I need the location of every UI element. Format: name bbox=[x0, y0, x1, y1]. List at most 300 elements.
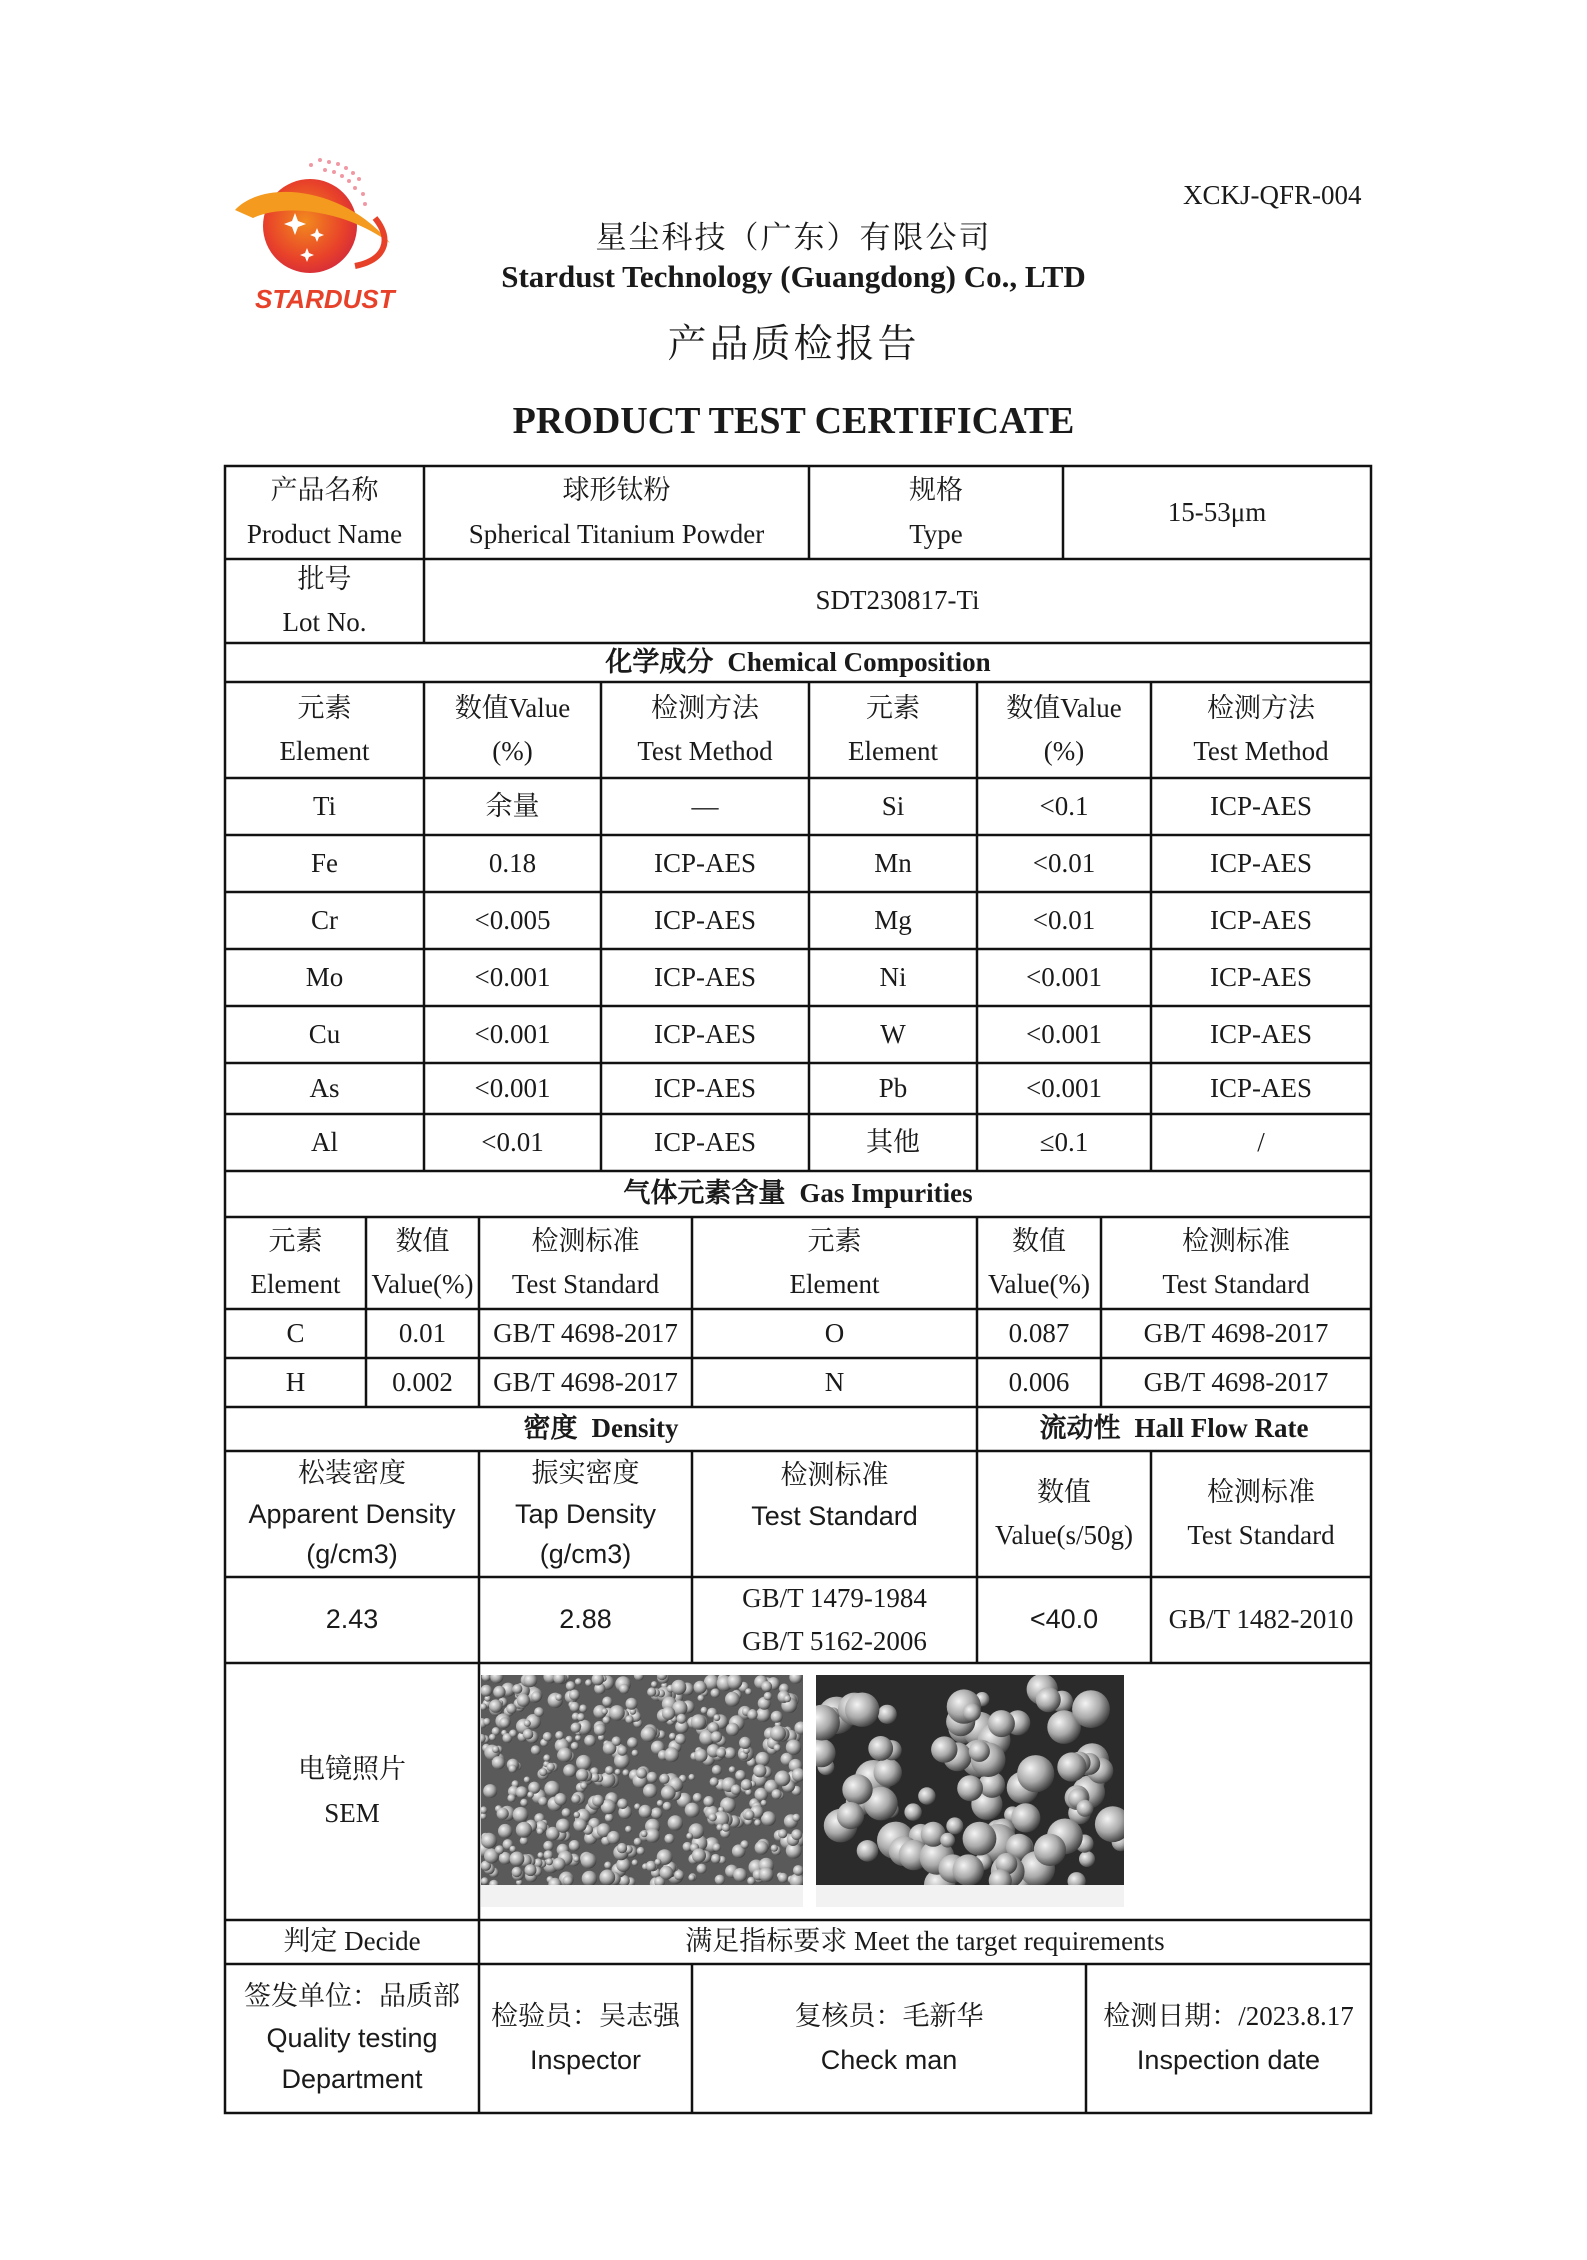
sem-particle bbox=[918, 1787, 935, 1804]
density-std-cn: 检测标准 bbox=[780, 1460, 889, 1490]
chem-header-value-1 bbox=[424, 682, 601, 778]
sem-particle bbox=[963, 1822, 997, 1856]
gas-section-en: Gas Impurities bbox=[799, 1178, 973, 1209]
table-cell: Fe bbox=[311, 847, 338, 878]
sem-particle bbox=[570, 1702, 580, 1712]
sem-particle bbox=[481, 1877, 489, 1885]
decide-value: 满足指标要求 Meet the target requirements bbox=[685, 1926, 1165, 1957]
sem-particle bbox=[576, 1769, 589, 1782]
gas-header-element-en: Element bbox=[789, 1269, 880, 1299]
sem-particle bbox=[482, 1675, 491, 1681]
table-cell: GB/T 4698-2017 bbox=[493, 1366, 678, 1397]
gas-header-std-2 bbox=[1101, 1217, 1371, 1309]
table-cell: Si bbox=[881, 790, 905, 821]
sem-particle bbox=[711, 1731, 722, 1742]
chem-header-method-en: Test Method bbox=[1193, 736, 1329, 766]
sem-particle bbox=[538, 1852, 544, 1858]
sem-particle bbox=[692, 1848, 706, 1862]
table-cell: <0.001 bbox=[1026, 1072, 1102, 1103]
product-name-cn: 球形钛粉 bbox=[562, 475, 671, 506]
sem-particle bbox=[761, 1681, 772, 1692]
sem-particle bbox=[878, 1705, 897, 1724]
table-cell: O bbox=[824, 1317, 845, 1348]
inspector-cn: 检验员：吴志强 bbox=[491, 2001, 680, 2032]
sem-particle bbox=[963, 1703, 981, 1721]
sem-particle bbox=[659, 1774, 669, 1784]
chem-header-method-2 bbox=[1151, 682, 1371, 778]
sem-particle bbox=[619, 1684, 629, 1694]
sem-particle bbox=[489, 1699, 502, 1712]
table-cell: ICP-AES bbox=[1209, 790, 1312, 821]
sem-particle bbox=[592, 1795, 604, 1807]
sem-particle bbox=[953, 1854, 984, 1885]
sem-particle bbox=[636, 1768, 647, 1779]
sem-particle bbox=[792, 1814, 800, 1822]
sem-particle bbox=[516, 1786, 528, 1798]
sem-particle bbox=[664, 1834, 674, 1844]
table-cell: 0.01 bbox=[398, 1317, 447, 1348]
density-section-cn: 密度 bbox=[523, 1413, 578, 1444]
sem-particle bbox=[637, 1847, 645, 1855]
sem-particle bbox=[641, 1727, 656, 1742]
sem-image-high-mag bbox=[816, 1675, 1124, 1907]
sem-particle bbox=[755, 1841, 769, 1855]
sem-particle bbox=[579, 1705, 587, 1713]
table-cell: <0.001 bbox=[1026, 1018, 1102, 1049]
sem-particle bbox=[513, 1807, 529, 1823]
chem-header-value-cn: 数值Value bbox=[454, 692, 571, 723]
sem-particle bbox=[594, 1724, 606, 1736]
sem-particle bbox=[1011, 1803, 1040, 1832]
sem-particle bbox=[698, 1695, 705, 1702]
sem-particle bbox=[759, 1867, 774, 1882]
sem-particle bbox=[569, 1690, 580, 1701]
table-cell: ICP-AES bbox=[1209, 847, 1312, 878]
table-cell: ICP-AES bbox=[1209, 1018, 1312, 1049]
lot-value-text: SDT230817-Ti bbox=[815, 585, 980, 616]
sem-particle bbox=[558, 1748, 573, 1763]
table-cell: ICP-AES bbox=[1209, 1072, 1312, 1103]
sem-particle bbox=[509, 1730, 517, 1738]
sem-particle bbox=[625, 1826, 632, 1833]
sem-particle bbox=[770, 1726, 786, 1742]
sem-particle bbox=[492, 1746, 499, 1753]
sem-particle bbox=[957, 1775, 983, 1801]
sem-particle bbox=[507, 1794, 515, 1802]
sem-particle bbox=[747, 1877, 755, 1885]
table-cell: 0.18 bbox=[488, 847, 537, 878]
tap-density-value: 2.88 bbox=[559, 1604, 612, 1635]
sem-particle bbox=[715, 1875, 725, 1885]
sem-particle bbox=[632, 1750, 639, 1757]
sem-particle bbox=[745, 1810, 755, 1820]
sem-particle bbox=[662, 1707, 675, 1720]
sem-particle bbox=[538, 1797, 547, 1806]
sem-particle bbox=[563, 1764, 576, 1777]
table-cell: Cr bbox=[311, 904, 338, 935]
sem-particle bbox=[729, 1766, 736, 1773]
sem-particle bbox=[711, 1854, 721, 1864]
sem-particle bbox=[771, 1711, 783, 1723]
sem-particle bbox=[490, 1675, 503, 1683]
sem-particle bbox=[1017, 1755, 1054, 1792]
sem-particle bbox=[575, 1735, 581, 1741]
table-cell: ICP-AES bbox=[653, 847, 756, 878]
table-cell: 0.002 bbox=[392, 1366, 453, 1397]
sem-particle bbox=[709, 1813, 717, 1821]
flow-std-en: Test Standard bbox=[1187, 1520, 1335, 1550]
sem-particle bbox=[772, 1789, 782, 1799]
table-cell: <0.01 bbox=[1032, 904, 1096, 935]
flow-value-cn: 数值 bbox=[1037, 1476, 1091, 1507]
table-cell: Mg bbox=[874, 904, 912, 935]
sem-particle bbox=[562, 1808, 571, 1817]
sem-particle bbox=[634, 1675, 644, 1681]
lot-label-en: Lot No. bbox=[282, 607, 367, 637]
sem-particles-high bbox=[816, 1675, 1124, 1885]
sem-particle bbox=[778, 1873, 788, 1883]
sem-particle bbox=[499, 1717, 510, 1728]
sem-particle bbox=[675, 1734, 686, 1745]
sem-particle bbox=[647, 1687, 656, 1696]
flow-section-en: Hall Flow Rate bbox=[1134, 1413, 1309, 1444]
sem-particle bbox=[714, 1714, 721, 1721]
table-cell: GB/T 4698-2017 bbox=[493, 1317, 678, 1348]
date-cn: 检测日期：/2023.8.17 bbox=[1103, 2001, 1354, 2032]
sem-particle bbox=[571, 1723, 581, 1733]
table-cell: <0.1 bbox=[1039, 790, 1089, 821]
sem-particle bbox=[739, 1737, 751, 1749]
sem-particle bbox=[531, 1691, 542, 1702]
sem-particle bbox=[483, 1718, 490, 1725]
sem-particle bbox=[634, 1838, 642, 1846]
sem-particle bbox=[904, 1803, 921, 1820]
sem-particle bbox=[547, 1763, 555, 1771]
table-cell: ICP-AES bbox=[653, 1126, 756, 1157]
sem-particle bbox=[605, 1766, 614, 1775]
sem-particle bbox=[685, 1803, 700, 1818]
sem-particle bbox=[660, 1866, 674, 1880]
sem-particle bbox=[576, 1755, 591, 1770]
sem-particle bbox=[712, 1765, 722, 1775]
table-cell: ICP-AES bbox=[1209, 904, 1312, 935]
sem-particle bbox=[693, 1793, 702, 1802]
density-section-title bbox=[225, 1407, 977, 1451]
table-cell: 0.006 bbox=[1008, 1366, 1070, 1397]
chem-header-method-cn: 检测方法 bbox=[651, 692, 759, 723]
sem-particle bbox=[573, 1856, 579, 1862]
sem-particle bbox=[651, 1681, 657, 1687]
sem-particle bbox=[651, 1808, 662, 1819]
sem-particle bbox=[602, 1708, 608, 1714]
chem-header-method-en: Test Method bbox=[637, 736, 773, 766]
sem-particle bbox=[509, 1765, 517, 1773]
sem-particle bbox=[582, 1871, 597, 1885]
table-cell: H bbox=[285, 1366, 306, 1397]
apparent-density-cn: 松装密度 bbox=[298, 1458, 406, 1489]
apparent-density-value: 2.43 bbox=[325, 1604, 379, 1635]
checker-cell bbox=[692, 1964, 1086, 2113]
sem-particle bbox=[731, 1785, 741, 1795]
apparent-density-en: Apparent Density bbox=[248, 1498, 456, 1529]
product-name-label-cn: 产品名称 bbox=[270, 475, 379, 506]
sem-particle bbox=[493, 1686, 505, 1698]
sem-particle bbox=[616, 1858, 630, 1872]
gas-header-element-en: Element bbox=[250, 1269, 341, 1299]
sem-particle bbox=[632, 1859, 638, 1865]
flow-section-title bbox=[977, 1407, 1371, 1451]
chem-header-method-1 bbox=[601, 682, 809, 778]
checker-en: Check man bbox=[820, 2044, 958, 2075]
sem-particle bbox=[1034, 1834, 1066, 1866]
tap-density-cn: 振实密度 bbox=[531, 1458, 640, 1489]
sem-particle bbox=[520, 1837, 528, 1845]
sem-particle bbox=[556, 1819, 570, 1833]
gas-header-element-1 bbox=[225, 1217, 366, 1309]
table-cell: Mn bbox=[874, 847, 912, 878]
gas-header-std-en: Test Standard bbox=[511, 1269, 660, 1299]
issuer-en-1: Quality testing bbox=[266, 2022, 438, 2053]
sem-particle bbox=[520, 1799, 528, 1807]
sem-particle bbox=[791, 1829, 802, 1840]
table-cell: <0.01 bbox=[1032, 847, 1096, 878]
issuer-cn: 签发单位：品质部 bbox=[244, 1980, 460, 2011]
sem-particle bbox=[574, 1812, 580, 1818]
sem-particle bbox=[617, 1799, 628, 1810]
flow-value-header bbox=[977, 1451, 1151, 1577]
table-cell: <0.001 bbox=[474, 961, 551, 992]
gas-header-std-cn: 检测标准 bbox=[1182, 1225, 1290, 1256]
sem-particle bbox=[481, 1813, 487, 1820]
sem-particle bbox=[609, 1705, 625, 1721]
flow-value-en: Value(s/50g) bbox=[995, 1520, 1133, 1550]
sem-particle bbox=[725, 1692, 740, 1707]
sem-particle bbox=[510, 1852, 525, 1867]
sem-particle bbox=[868, 1736, 893, 1761]
sem-particle bbox=[701, 1707, 708, 1714]
sem-particle bbox=[988, 1710, 1015, 1737]
lot-label-cn: 批号 bbox=[297, 563, 352, 594]
sem-particle bbox=[1036, 1687, 1061, 1712]
table-cell: Ti bbox=[312, 790, 337, 821]
table-cell: GB/T 4698-2017 bbox=[1143, 1317, 1329, 1348]
sem-particle bbox=[669, 1733, 676, 1740]
table-cell: Al bbox=[311, 1126, 338, 1157]
chemical-section-en: Chemical Composition bbox=[727, 646, 991, 677]
sem-particle bbox=[1077, 1800, 1094, 1817]
flow-std-header bbox=[1151, 1451, 1371, 1577]
sem-particle bbox=[735, 1770, 746, 1781]
table-cell: ≤0.1 bbox=[1039, 1126, 1089, 1157]
sem-particle bbox=[857, 1840, 879, 1862]
sem-particle bbox=[789, 1675, 802, 1684]
table-cell: Pb bbox=[878, 1072, 908, 1103]
report-title-cn: 产品质检报告 bbox=[667, 323, 920, 366]
chem-header-element-2 bbox=[809, 682, 977, 778]
gas-header-std-cn: 检测标准 bbox=[531, 1225, 640, 1256]
table-cell: — bbox=[691, 790, 719, 821]
sem-particle bbox=[1068, 1872, 1086, 1885]
table-cell: ICP-AES bbox=[653, 904, 756, 935]
sem-particle bbox=[573, 1818, 586, 1831]
sem-particle bbox=[663, 1802, 672, 1811]
gas-section-cn: 气体元素含量 bbox=[623, 1178, 786, 1209]
chemical-section-cn: 化学成分 bbox=[605, 646, 714, 677]
sem-particle bbox=[842, 1774, 872, 1804]
sem-particle bbox=[1095, 1806, 1124, 1842]
sem-particle bbox=[691, 1714, 706, 1729]
sem-particle bbox=[641, 1830, 648, 1837]
sem-particle bbox=[753, 1764, 766, 1777]
density-std-values bbox=[692, 1577, 977, 1663]
logo-wordmark: STARDUST bbox=[255, 284, 395, 314]
company-name-cn: 星尘科技（广东）有限公司 bbox=[595, 220, 992, 255]
inspector-en: Inspector bbox=[529, 2044, 642, 2075]
sem-particle bbox=[639, 1805, 652, 1818]
sem-particle bbox=[775, 1771, 791, 1787]
decide-label: 判定 Decide bbox=[283, 1926, 421, 1957]
sem-particle bbox=[710, 1777, 719, 1786]
product-name-value bbox=[424, 466, 809, 559]
sem-particle bbox=[713, 1843, 721, 1851]
table-cell: ICP-AES bbox=[653, 1072, 756, 1103]
gas-header-std-1 bbox=[479, 1217, 692, 1309]
chem-header-value-2 bbox=[977, 682, 1151, 778]
checker-cn: 复核员：毛新华 bbox=[794, 2001, 984, 2032]
sem-particle bbox=[1079, 1851, 1095, 1867]
sem-particle bbox=[498, 1824, 512, 1838]
sem-particle bbox=[1057, 1752, 1086, 1781]
sem-particle bbox=[671, 1680, 686, 1695]
table-cell: Mo bbox=[305, 961, 344, 992]
sem-particle bbox=[539, 1768, 547, 1776]
table-cell: <0.001 bbox=[1026, 961, 1102, 992]
table-cell: ICP-AES bbox=[653, 1018, 756, 1049]
density-std-2: GB/T 5162-2006 bbox=[742, 1626, 927, 1656]
table-cell: <0.001 bbox=[474, 1072, 551, 1103]
flow-std-value: GB/T 1482-2010 bbox=[1168, 1604, 1354, 1635]
gas-header-element-cn: 元素 bbox=[268, 1225, 323, 1256]
sem-particle bbox=[674, 1870, 684, 1880]
table-cell: / bbox=[1257, 1126, 1265, 1157]
product-name-label bbox=[225, 466, 424, 559]
type-label-cn: 规格 bbox=[909, 475, 963, 506]
sem-particle bbox=[492, 1756, 505, 1769]
table-cell: <0.01 bbox=[481, 1126, 544, 1157]
gas-header-std-en: Test Standard bbox=[1162, 1269, 1310, 1299]
sem-particle bbox=[555, 1731, 564, 1740]
sem-particle bbox=[627, 1737, 638, 1748]
type-label bbox=[809, 466, 1063, 559]
issuer-en-2: Department bbox=[281, 2064, 423, 2095]
sem-particle bbox=[575, 1678, 582, 1685]
sem-particle bbox=[764, 1692, 772, 1700]
sem-particle bbox=[655, 1859, 662, 1866]
sem-particle bbox=[617, 1746, 627, 1756]
sem-particle bbox=[554, 1793, 567, 1806]
sem-label-cn: 电镜照片 bbox=[298, 1754, 406, 1785]
sem-particle bbox=[566, 1681, 576, 1691]
sem-particle bbox=[615, 1769, 621, 1775]
sem-particle bbox=[940, 1833, 955, 1848]
product-name-label-en: Product Name bbox=[246, 518, 403, 549]
date-en: Inspection date bbox=[1136, 2044, 1321, 2075]
table-cell: <0.005 bbox=[474, 904, 551, 935]
gas-section-title bbox=[225, 1171, 1371, 1217]
sem-particle bbox=[761, 1800, 767, 1806]
sem-particle bbox=[747, 1709, 757, 1719]
lot-label bbox=[225, 559, 424, 643]
sem-particle bbox=[489, 1734, 496, 1741]
chem-header-element-cn: 元素 bbox=[866, 692, 920, 723]
sem-particle bbox=[647, 1772, 658, 1783]
sem-particle bbox=[756, 1752, 770, 1766]
sem-particle bbox=[664, 1747, 679, 1762]
sem-particle bbox=[645, 1828, 660, 1843]
sem-particle bbox=[694, 1749, 707, 1762]
sem-particle bbox=[525, 1864, 537, 1876]
sem-particle bbox=[623, 1769, 630, 1776]
sem-particles-low bbox=[481, 1675, 803, 1885]
sem-particle bbox=[745, 1688, 752, 1695]
table-cell: 其他 bbox=[866, 1126, 920, 1157]
table-cell: <0.001 bbox=[474, 1018, 551, 1049]
sem-particle bbox=[543, 1732, 552, 1741]
sem-scalebar bbox=[481, 1885, 803, 1907]
gas-header-value-en: Value(%) bbox=[988, 1269, 1090, 1299]
inspector-cell bbox=[479, 1964, 692, 2113]
sem-particle bbox=[585, 1679, 592, 1686]
table-cell: W bbox=[880, 1018, 906, 1049]
density-std-1: GB/T 1479-1984 bbox=[742, 1582, 927, 1613]
table-cell: Ni bbox=[879, 961, 907, 992]
tap-density-header bbox=[479, 1451, 692, 1577]
type-value bbox=[1063, 466, 1371, 559]
sem-particle bbox=[774, 1744, 781, 1751]
sem-particle bbox=[584, 1735, 596, 1747]
sem-particle bbox=[711, 1688, 720, 1697]
sem-particle bbox=[754, 1819, 761, 1826]
company-name-en: Stardust Technology (Guangdong) Co., LTD bbox=[501, 259, 1086, 294]
sem-particle bbox=[722, 1824, 730, 1832]
sem-particle bbox=[625, 1715, 633, 1723]
sem-particle bbox=[481, 1806, 487, 1813]
sem-particle bbox=[599, 1870, 615, 1886]
lot-value bbox=[424, 559, 1371, 643]
sem-particle bbox=[506, 1704, 516, 1714]
table-cell: As bbox=[309, 1072, 340, 1103]
sem-particle bbox=[786, 1740, 801, 1755]
sem-particle bbox=[571, 1742, 579, 1750]
sem-particle bbox=[546, 1858, 553, 1865]
tap-density-en: Tap Density bbox=[514, 1498, 657, 1529]
flow-value: <40.0 bbox=[1029, 1604, 1099, 1635]
sem-particle bbox=[513, 1684, 523, 1694]
sem-particle bbox=[524, 1720, 531, 1727]
sem-particle bbox=[524, 1777, 530, 1783]
sem-particle bbox=[516, 1822, 532, 1838]
sem-particle bbox=[771, 1845, 778, 1852]
chem-header-value-en: (%) bbox=[492, 736, 533, 766]
sem-particle bbox=[517, 1694, 530, 1707]
sem-particle bbox=[553, 1858, 566, 1871]
sem-particle bbox=[657, 1800, 664, 1807]
gas-header-element-cn: 元素 bbox=[807, 1225, 862, 1256]
sem-particle bbox=[527, 1792, 534, 1799]
gas-header-value-cn: 数值 bbox=[1012, 1225, 1066, 1256]
sem-particle bbox=[946, 1817, 963, 1834]
gas-header-value-cn: 数值 bbox=[395, 1225, 450, 1256]
